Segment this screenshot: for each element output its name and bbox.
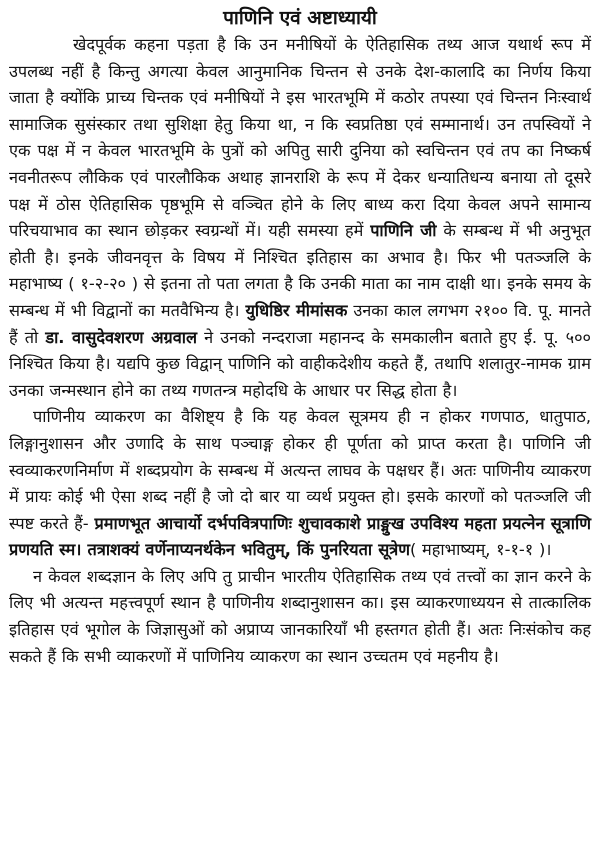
paragraph-2 — [9, 404, 591, 564]
mahabhashya-citation: ( महाभाष्यम्, १-१-१ )। — [410, 540, 552, 560]
paragraph-1-text-c: के सम्बन्ध में भी अनुभूत होती है। इनके जीवनवृत्त के विषय में निश्चित इतिहास का अभाव है। फिर भी पतञ्जलि के महाभाष्य ( १-२-२० ) से इतना तो पता लगता है कि उनकी माता का नाम दाक्षी था। इनके समय के सम्बन्ध में भी विद्वानों का मतवैभिन्य है। — [9, 221, 591, 320]
name-yudhishthir-mimamsak: युधिष्ठिर मीमांसक — [245, 300, 348, 320]
page-title: पाणिनि एवं अष्टाध्यायी — [223, 7, 377, 29]
paragraph-3 — [9, 564, 591, 670]
name-vasudevsharan-agrawal: डा. वासुदेवशरण अग्रवाल — [45, 327, 198, 347]
paragraph-1-text-g: ने उनको नन्दराजा महानन्द के समकालीन बताते हुए ई. पू. ५०० निश्चित किया है। यद्यपि कुछ विद्वान् पाणिनि को वाहीकदेशीय कहते हैं, तथापि शलातुर-नामक ग्राम उनका जन्मस्थान होने का तथ्य गणतन्त्र महोदधि के आधार पर सिद्ध होता है। — [9, 327, 592, 400]
paragraph-1-text-a: खेदपूर्वक कहना पड़ता है कि उन मनीषियों के ऐतिहासिक तथ्य आज यथार्थ रूप में उपलब्ध नहीं है किन्तु अगत्या केवल आनुमानिक चिन्तन से उनके देश-कालादि का निर्णय किया जाता है क्योंकि प्राच्य चिन्तक एवं मनीषियों ने इस भारतभूमि में कठोर तपस्या एवं चिन्तन निःस्वार्थ सामाजिक सुसंस्कार तथा सुशिक्षा हेतु किया था, न कि स्वप्रतिष्ठा एवं सम्मानार्थ। उन तपस्वियों ने एक पक्ष में न केवल भारतभूमि के पुत्रों को अपितु सारी दुनिया को स्वचिन्तन एवं तप का निष्कर्ष नवनीतरूप लौकिक एवं पारलौकिक अथाह ज्ञानराशि के रूप में देकर धन्यातिधन्य बनाया तो दूसरे पक्ष में ठोस ऐतिहासिक पृष्ठभूमि से वञ्चित होने के लिए बाध्य करा दिया केवल अपने सामान्य परिचयाभाव का स्थान छोड़कर स्वग्रन्थों में। यही समस्या हमें — [9, 35, 591, 241]
paragraph-3-text-a: न केवल शब्दज्ञान के लिए अपि तु प्राचीन भारतीय ऐतिहासिक तथ्य एवं तत्त्वों का ज्ञान करने के लिए भी अत्यन्त महत्त्वपूर्ण स्थान है पाणिनीय शब्दानुशासन का। इस व्याकरणाध्ययन से तात्कालिक इतिहास एवं भूगोल के जिज्ञासुओं को अप्राप्य जानकारियाँ भी हस्तगत होती हैं। अतः निःसंकोच कह सकते हैं कि सभी व्याकरणों में पाणिनिय व्याकरण का स्थान उच्चतम एवं महनीय है। — [9, 566, 591, 666]
paragraph-1-text-e: उनका काल लगभग २१०० वि. पू. मानते हैं तो — [9, 300, 591, 347]
paragraph-1 — [9, 32, 591, 404]
paragraph-2-text-a: पाणिनीय व्याकरण का वैशिष्ट्य है कि यह केवल सूत्रमय ही न होकर गणपाठ, धातुपाठ, लिङ्गानुशासन और उणादि के साथ पञ्चाङ्ग होकर ही पूर्णता को प्राप्त करता है। पाणिनि जी स्वव्याकरणनिर्माण में शब्दप्रयोग के सम्बन्ध में अत्यन्त लाघव के पक्षधर हैं। अतः पाणिनीय व्याकरण में प्रायः कोई भी ऐसा शब्द नहीं है जो दो बार या व्यर्थ प्रयुक्त हो। इसके कारणों को पतञ्जलि जी स्पष्ट करते हैं- — [9, 407, 591, 533]
mahabhashya-quote: प्रमाणभूत आचार्यो दर्भपवित्रपाणिः शुचावकाशे प्राङ्मुख उपविश्य महता प्रयत्नेन सूत्राणि प्रणयति स्म। तत्राशक्यं वर्णेनाप्यनर्थकेन भवितुम्, किं पुनरियता सूत्रेण — [9, 513, 591, 560]
name-panini: पाणिनि जी — [370, 221, 437, 241]
